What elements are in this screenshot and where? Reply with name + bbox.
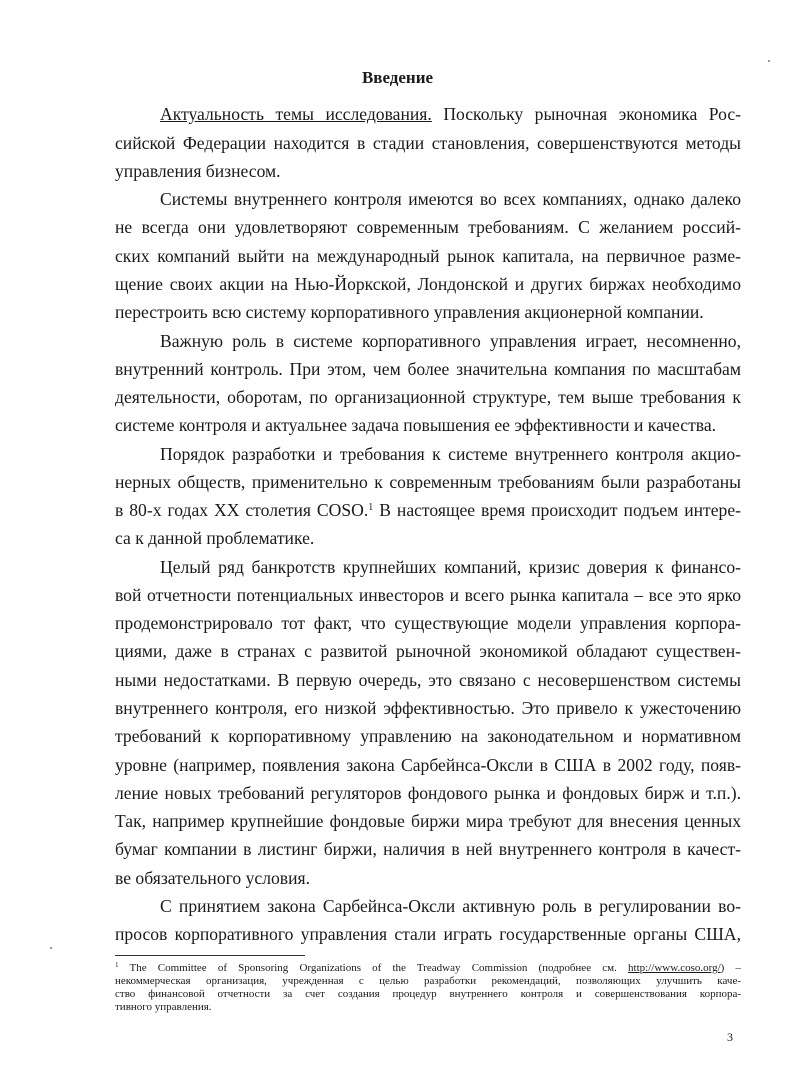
footnote-line-4: тивного управления. — [115, 1001, 212, 1013]
paragraph-3-line-2: внутренний контроль. При этом, чем более значительна компания по масштабам — [115, 359, 741, 379]
paragraph-5-line-11: бумаг компании в листинг биржи, наличия в ней внутреннего контроля в качест- — [115, 839, 741, 859]
footnote-line-1: $^1$ The Committee of Sponsoring Organizations of the Treadway Commission (подробнее см. http://www.coso.org/) – — [115, 961, 741, 974]
footnote-line-2: некоммерческая организация, учрежденная с целью разработки рекомендаций, позволяющих улучшить каче- — [115, 975, 741, 987]
footnote-separator — [115, 955, 305, 956]
paragraph-6-line-1: С принятием закона Сарбейнса-Оксли активную роль в регулировании во- — [160, 896, 741, 916]
scan-speck — [768, 60, 770, 62]
paragraph-3-line-4: системе контроля и актуальнее задача повышения ее эффективности и качества. — [115, 415, 717, 435]
paragraph-4-line-3: в 80-х годах XX столетия COSO.$^1$ В настоящее время происходит подъем интере- — [115, 500, 741, 520]
footnote-mark: 1 — [115, 961, 119, 969]
paragraph-5-line-9: ление новых требований регуляторов фондового рынка и фондовых бирж и т.п.). — [115, 783, 741, 803]
paragraph-2-line-2: не всегда они удовлетворяют современным требованиям. С желанием россий- — [115, 217, 741, 237]
paragraph-6-line-2: просов корпоративного управления стали играть государственные органы США, — [115, 924, 741, 944]
coso-link[interactable]: http://www.coso.org/ — [628, 962, 721, 974]
paragraph-5-line-1: Целый ряд банкротств крупнейших компаний, кризис доверия к финансо- — [160, 557, 741, 577]
footnote-line-3: ство финансовой отчетности за счет создания процедур внутреннего контроля и совершенствования корпора- — [115, 988, 741, 1000]
paragraph-5-line-12: ве обязательного условия. — [115, 868, 310, 888]
paragraph-2-line-4: щение своих акции на Нью-Йоркской, Лондонской и других биржах необходимо — [115, 274, 741, 294]
paragraph-5-line-8: уровне (например, появления закона Сарбейнса-Оксли в США в 2002 году, появ- — [115, 755, 741, 775]
scan-speck — [50, 947, 52, 949]
paragraph-1-line-3: управления бизнесом. — [115, 161, 281, 181]
page-number: 3 — [727, 1030, 733, 1044]
section-heading: Введение — [361, 68, 434, 87]
paragraph-5-line-5: ными недостатками. В первую очередь, это связано с несовершенством системы — [115, 670, 741, 690]
paragraph-2-line-3: ских компаний выйти на международный рынок капитала, на первичное разме- — [115, 246, 741, 266]
paragraph-5-line-2: вой отчетности потенциальных инвесторов и всего рынка капитала – все это ярко — [115, 585, 741, 605]
paragraph-5-line-3: продемонстрировало тот факт, что существующие модели управления корпора- — [115, 613, 741, 633]
paragraph-1-line-2: сийской Федерации находится в стадии становления, совершенствуются методы — [115, 133, 741, 153]
paragraph-2-line-1: Системы внутреннего контроля имеются во всех компаниях, однако далеко — [160, 189, 741, 209]
footnote-reference[interactable]: 1 — [368, 502, 374, 513]
paragraph-4-line-4: са к данной проблематике. — [115, 528, 315, 548]
paragraph-3-line-3: деятельности, оборотам, по организационной структуре, тем выше требования к — [115, 387, 741, 407]
topic-relevance-lead: Актуальность темы исследования. — [160, 104, 432, 124]
paragraph-4-line-1: Порядок разработки и требования к системе внутреннего контроля акцио- — [160, 444, 741, 464]
paragraph-3-line-1: Важную роль в системе корпоративного управления играет, несомненно, — [160, 331, 741, 351]
paragraph-5-line-4: циями, даже в странах с развитой рыночной экономикой обладают существен- — [115, 641, 741, 661]
paragraph-2-line-5: перестроить всю систему корпоративного управления акционерной компании. — [115, 302, 704, 322]
paragraph-5-line-10: Так, например крупнейшие фондовые биржи мира требуют для внесения ценных — [115, 811, 741, 831]
paragraph-1-line-1: Актуальность темы исследования. Поскольку рыночная экономика Рос- — [160, 104, 742, 124]
paragraph-4-line-2: нерных обществ, применительно к современным требованиям были разработаны — [115, 472, 741, 492]
paragraph-5-line-6: внутреннего контроля, его низкой эффективностью. Это привело к ужесточению — [115, 698, 741, 718]
paragraph-5-line-7: требований к корпоративному управлению на законодательном и нормативном — [115, 726, 741, 746]
